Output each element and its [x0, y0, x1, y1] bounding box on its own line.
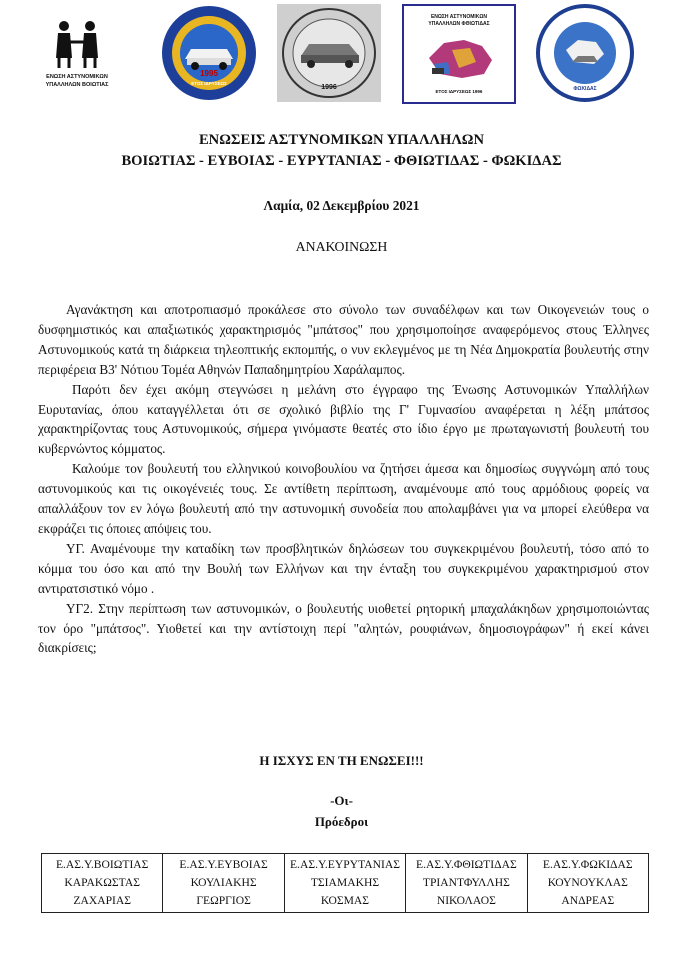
map-icon [404, 28, 514, 88]
boiotias-logo [26, 6, 128, 96]
fokidas-logo [534, 4, 636, 102]
union-name: Ε.ΑΣ.Υ.ΦΩΚΙΔΑΣ [542, 858, 633, 871]
union-name: Ε.ΑΣ.Υ.ΒΟΙΩΤΙΑΣ [55, 858, 149, 871]
fthiotidas-logo [402, 4, 516, 104]
president-firstname: ΖΑΧΑΡΙΑΣ [73, 894, 132, 907]
president-firstname: ΑΝΔΡΕΑΣ [561, 894, 615, 907]
paragraph-1: Αγανάκτηση και αποτροπιασμό προκάλεσε στο σύνολο των συναδέλφων και των Οικογενειών τους ο δυσφημιστικός και απαξιωτικός χαρακτηρισμός "μπάτσος" που χρησιμοποίησε αναφερόμενος στους Έλληνες Αστυνομικούς κατά τη διάρκεια τηλεοπτικής εκπομπής, ο νυν εκλεγμένος με τη Νέα Δημοκρατία βουλευτής στην περιφέρεια Β3' Νότιου Τομέα Αθηνών Παπαδημητρίου Χαράλαμπος. [38, 302, 649, 377]
president-cell [527, 854, 648, 913]
header-line-2: ΒΟΙΩΤΙΑΣ - ΕΥΒΟΙΑΣ - ΕΥΡΥΤΑΝΙΑΣ - ΦΘΙΩΤΙΔΑΣ - ΦΩΚΙΔΑΣ [121, 153, 562, 169]
president-cell [163, 854, 284, 913]
slogan: Η ΙΣΧΥΣ ΕΝ ΤΗ ΕΝΩΣΕΙ!!! [259, 753, 424, 768]
signoff-line-2: Πρόεδροι [314, 814, 369, 829]
evrytanias-logo [277, 4, 381, 102]
president-surname: ΚΟΥΝΟΥΚΛΑΣ [547, 876, 628, 889]
document-title: ΑΝΑΚΟΙΝΩΣΗ [295, 239, 388, 254]
president-cell [42, 854, 163, 913]
paragraph-4: ΥΓ. Αναμένουμε την καταδίκη των προσβλητικών δηλώσεων του συγκεκριμένου βουλευτή, τόσο από το κόμμα του όσο και από την Βουλή των Ελλήνων και την ένταξη του συγκεκριμένου χαρακτηρισμού στον αντιρατσιστικό νόμο . [38, 540, 649, 596]
fthiotidas-title-2: ΥΠΑΛΛΗΛΩΝ ΦΘΙΩΤΙΔΑΣ [428, 21, 490, 27]
fthiotidas-footer: ΕΤΟΣ ΙΔΡΥΣΕΩΣ 1996 [435, 89, 483, 94]
president-cell [284, 854, 405, 913]
announcement-body [38, 300, 649, 658]
paragraph-3: Καλούμε τον βουλευτή του ελληνικού κοινοβουλίου να ζητήσει άμεσα και δημοσίως συγγνώμη από τους αστυνομικούς και τις οικογένειές τους. Σε αντίθετη περίπτωση, αναμένουμε από τους αρμόδιους φορείς να απαλλάξουν τον εν λόγω βουλευτή από την αστυνομική συνοδεία που απολαμβάνει για να μπορεί ελεύθερα να εκφράζει τις όποιες απόψεις του. [38, 461, 649, 536]
fthiotidas-title-1: ΕΝΩΣΗ ΑΣΤΥΝΟΜΙΚΩΝ [430, 14, 488, 20]
paragraph-2: Παρότι δεν έχει ακόμη στεγνώσει η μελάνη στο έγγραφο της Ένωσης Αστυνομικών Υπαλλήλων Ευρυτανίας, όπου καταγγέλλεται ότι σε σχολικό βιβλίο της Γ' Γυμνασίου αναφέρεται η λέξη μπάτσος χαρακτηρίζοντας τους Αστυνομικούς, σήμερα γινόμαστε θεατές στο ίδιο έργο με πρωταγωνιστή βουλευτή του κυβερνώντος κόμματος. [38, 381, 649, 457]
union-name: Ε.ΑΣ.Υ.ΕΥΡΥΤΑΝΙΑΣ [289, 858, 400, 871]
president-surname: ΤΣΙΑΜΑΚΗΣ [310, 876, 380, 889]
president-cell [406, 854, 527, 913]
president-surname: ΤΡΙΑΝΤΦΥΛΛΗΣ [422, 876, 510, 889]
fokidas-bottom: ΦΩΚΙΔΑΣ [573, 86, 597, 92]
evias-year: 1995 [200, 69, 218, 78]
logo-strip [0, 2, 683, 104]
president-firstname: ΚΟΣΜΑΣ [320, 894, 370, 907]
union-name: Ε.ΑΣ.Υ.ΦΘΙΩΤΙΔΑΣ [416, 858, 517, 871]
union-name: Ε.ΑΣ.Υ.ΕΥΒΟΙΑΣ [179, 858, 268, 871]
evias-logo [157, 4, 261, 102]
paragraph-5: ΥΓ2. Στην περίπτωση των αστυνομικών, ο βουλευτής υιοθετεί ρητορική μπαχαλάκηδων χρησιμοποιώντας τον όρο "μπάτσος". Υιοθετεί και την αντίστοιχη περί "αλητών, ρουφιάνων, δημοσιογράφων" ή εκεί κάνει διακρίσεις; [38, 600, 649, 656]
president-firstname: ΓΕΩΡΓΙΟΣ [196, 894, 251, 907]
boiotias-caption-2: ΥΠΑΛΛΗΛΩΝ ΒΟΙΩΤΙΑΣ [45, 82, 109, 88]
document-date: Λαμία, 02 Δεκεμβρίου 2021 [263, 198, 420, 213]
presidents-table [41, 853, 649, 913]
header-line-1: ΕΝΩΣΕΙΣ ΑΣΤΥΝΟΜΙΚΩΝ ΥΠΑΛΛΗΛΩΝ [198, 132, 485, 148]
president-surname: ΚΟΥΛΙΑΚΗΣ [190, 876, 257, 889]
car-icon [301, 44, 359, 56]
handshake-figures-icon [26, 6, 128, 76]
police-car-icon [185, 49, 233, 59]
boiotias-caption-1: ΕΝΩΣΗ ΑΣΤΥΝΟΜΙΚΩΝ [46, 74, 108, 80]
signoff-line-1: -Οι- [330, 793, 353, 808]
president-firstname: ΝΙΚΟΛΑΟΣ [436, 894, 496, 907]
evrytanias-year: 1996 [321, 84, 337, 91]
president-surname: ΚΑΡΑΚΩΣΤΑΣ [64, 876, 140, 889]
evias-subtitle: ΕΤΟΣ ΙΔΡΥΣΕΩΣ [191, 81, 227, 86]
